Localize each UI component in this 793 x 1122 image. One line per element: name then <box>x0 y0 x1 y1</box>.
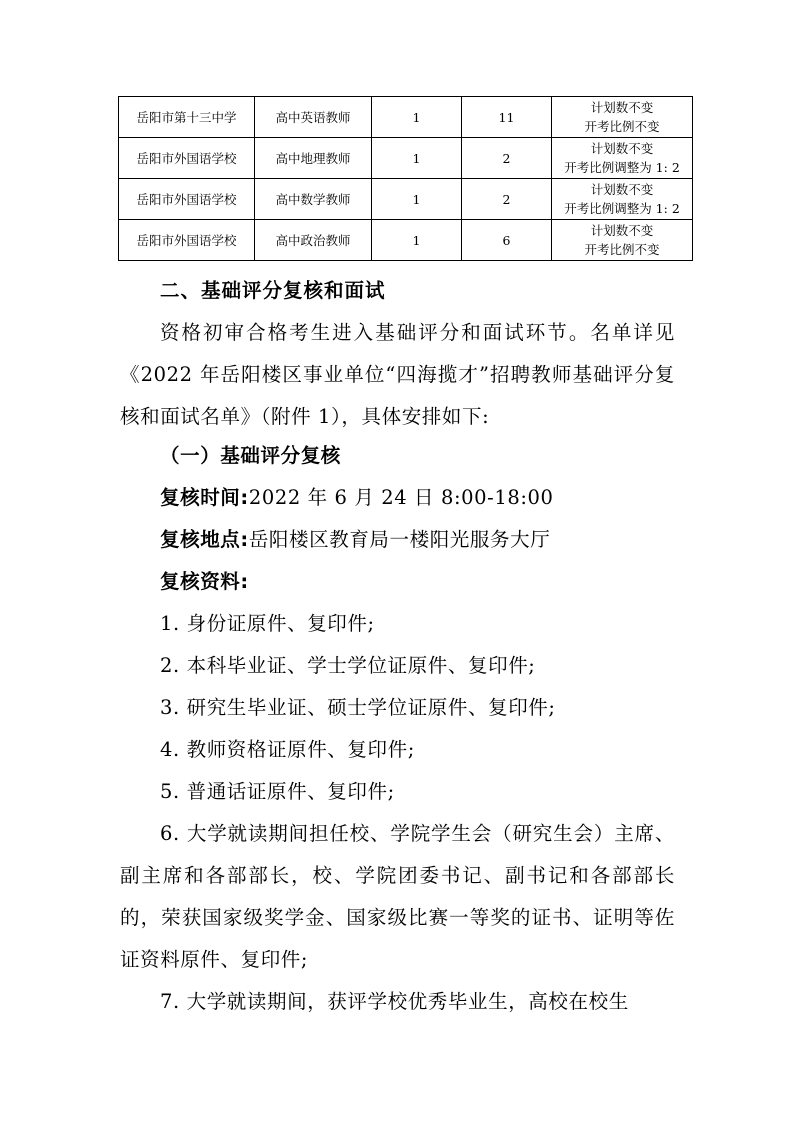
plan-cell: 1 <box>372 179 462 220</box>
applicants-cell: 2 <box>462 179 552 220</box>
material-item: 7. 大学就读期间，获评学校优秀毕业生，高校在校生 <box>160 990 629 1013</box>
note-line: 开考比例不变 <box>584 119 660 134</box>
table-row <box>119 97 693 138</box>
position-cell: 高中英语教师 <box>255 97 372 138</box>
plan-cell: 1 <box>372 220 462 261</box>
note-cell <box>552 220 693 261</box>
note-line: 计划数不变 <box>590 100 654 115</box>
review-time-label: 复核时间: <box>160 486 249 509</box>
applicants-cell: 6 <box>462 220 552 261</box>
position-cell: 高中地理教师 <box>255 138 372 179</box>
note-line: 开考比例调整为 1: 2 <box>564 160 680 175</box>
plan-cell: 1 <box>372 138 462 179</box>
subsection-heading: （一）基础评分复核 <box>160 444 341 467</box>
quota-table <box>118 96 693 261</box>
note-cell <box>552 97 693 138</box>
table-row <box>119 179 693 220</box>
review-time-value: 2022 年 6 月 24 日 8:00-18:00 <box>248 486 554 509</box>
applicants-cell: 2 <box>462 138 552 179</box>
note-line: 计划数不变 <box>590 223 654 238</box>
material-item: 2. 本科毕业证、学士学位证原件、复印件; <box>160 654 536 677</box>
plan-cell: 1 <box>372 97 462 138</box>
note-line: 开考比例不变 <box>584 242 660 257</box>
note-line: 计划数不变 <box>590 141 654 156</box>
material-item: 3. 研究生毕业证、硕士学位证原件、复印件; <box>160 696 556 719</box>
material-item: 4. 教师资格证原件、复印件; <box>160 738 415 761</box>
note-line: 计划数不变 <box>590 182 654 197</box>
position-cell: 高中数学教师 <box>255 179 372 220</box>
table-row <box>119 220 693 261</box>
review-place <box>120 519 675 561</box>
section-heading: 二、基础评分复核和面试 <box>160 279 386 302</box>
review-place-value: 岳阳楼区教育局一楼阳光服务大厅 <box>248 528 551 551</box>
note-cell <box>552 138 693 179</box>
review-materials-label: 复核资料: <box>160 570 249 593</box>
note-cell <box>552 179 693 220</box>
material-item: 5. 普通话证原件、复印件; <box>160 780 395 803</box>
position-cell: 高中政治教师 <box>255 220 372 261</box>
material-item: 6. 大学就读期间担任校、学院学生会（研究生会）主席、副主席和各部部长，校、学院团委书记、副书记和各部部长的，荣获国家级奖学金、国家级比赛一等奖的证书、证明等佐证资料原件、复印件; <box>120 822 675 971</box>
intro-paragraph: 资格初审合格考生进入基础评分和面试环节。名单详见《2022 年岳阳楼区事业单位“四海揽才”招聘教师基础评分复核和面试名单》（附件 1），具体安排如下: <box>120 321 675 428</box>
note-line: 开考比例调整为 1: 2 <box>564 201 680 216</box>
review-place-label: 复核地点: <box>160 528 249 551</box>
table-row <box>119 138 693 179</box>
material-item: 1. 身份证原件、复印件; <box>160 612 375 635</box>
school-cell: 岳阳市外国语学校 <box>119 138 255 179</box>
review-time <box>120 477 675 519</box>
school-cell: 岳阳市外国语学校 <box>119 220 255 261</box>
school-cell: 岳阳市外国语学校 <box>119 179 255 220</box>
school-cell: 岳阳市第十三中学 <box>119 97 255 138</box>
applicants-cell: 11 <box>462 97 552 138</box>
